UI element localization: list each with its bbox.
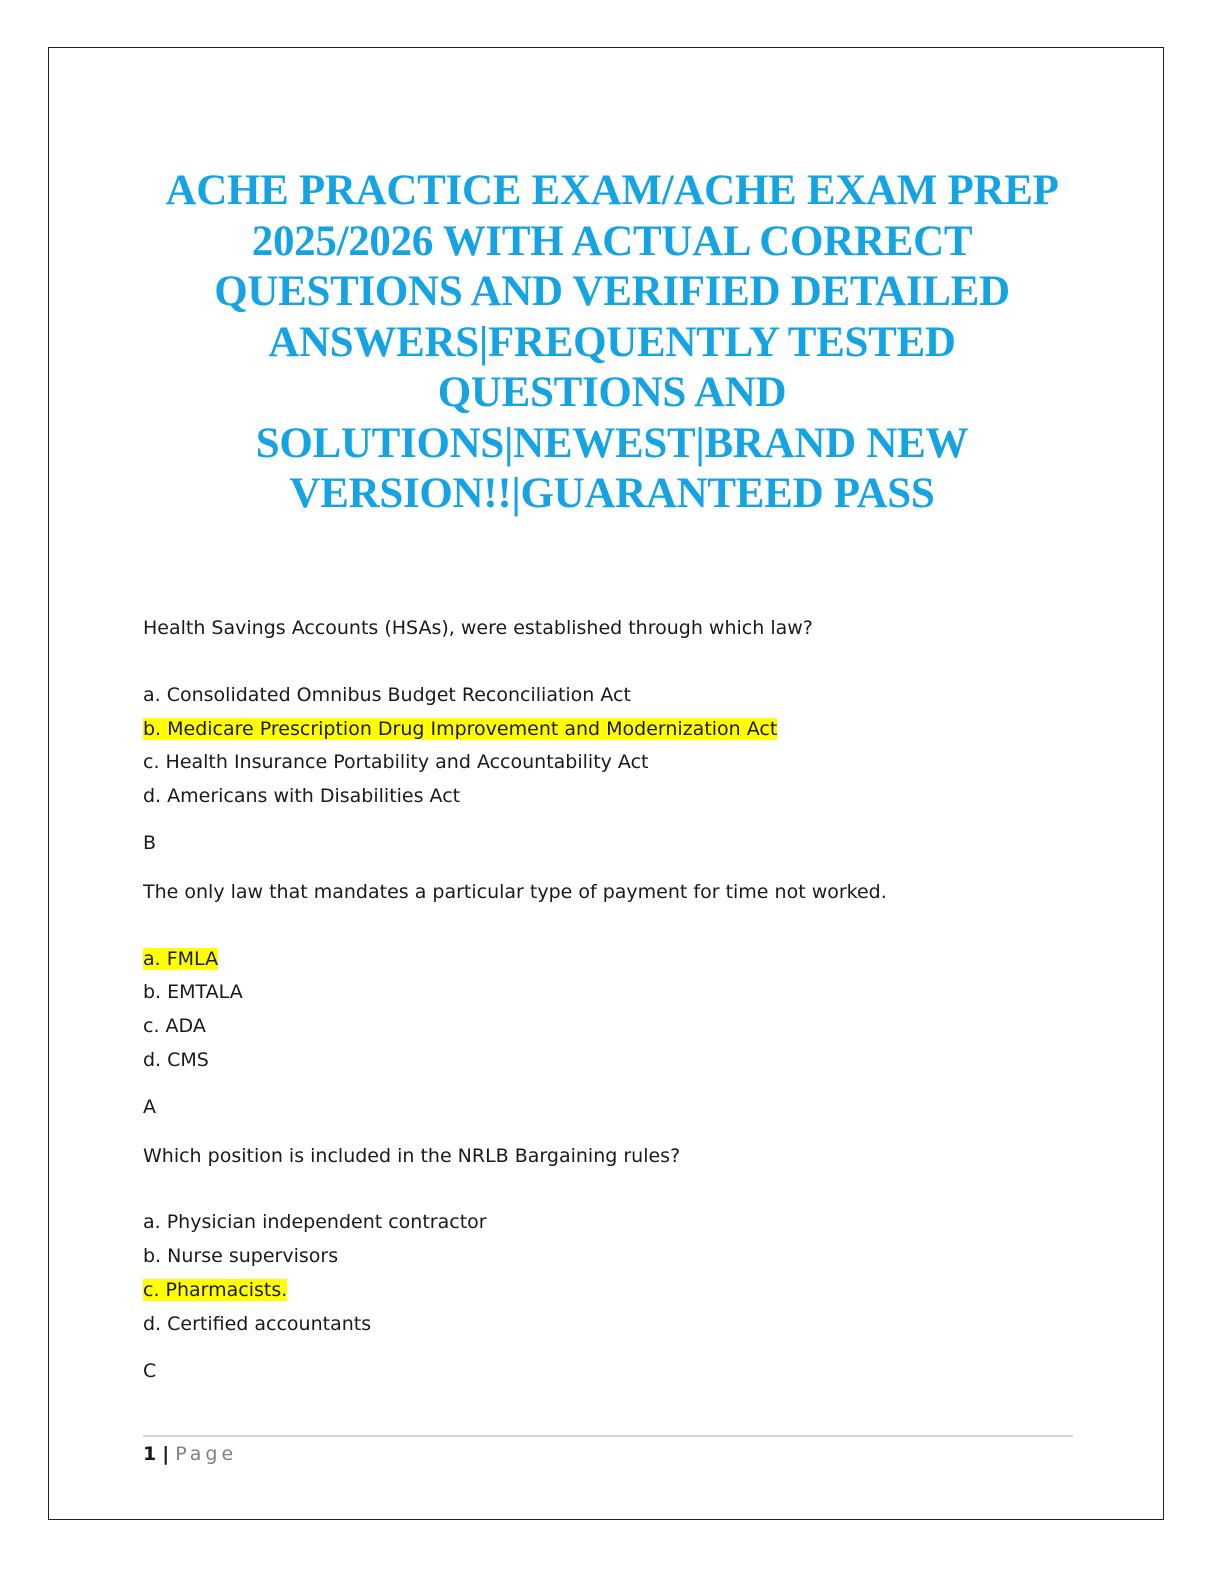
title-line: 2025/2026 WITH ACTUAL CORRECT — [251, 217, 973, 265]
option-a-highlighted — [143, 943, 1083, 977]
option-text: d. Certified accountants — [143, 1312, 372, 1335]
option-text: c. ADA — [143, 1015, 206, 1038]
question-text: Health Savings Accounts (HSAs), were established through which law? — [143, 617, 813, 639]
option-text-highlighted: c. Pharmacists. — [143, 1278, 288, 1301]
option-text: a. Consolidated Omnibus Budget Reconciliation Act — [143, 683, 631, 706]
option-c — [143, 746, 1083, 780]
option-c — [143, 1010, 1083, 1044]
answer-key: C — [143, 1359, 157, 1382]
option-text: c. Health Insurance Portability and Accountability Act — [143, 751, 649, 774]
option-text: b. EMTALA — [143, 981, 243, 1004]
options-list — [143, 943, 1083, 1078]
footer-separator: | — [162, 1443, 170, 1465]
option-text: d. Americans with Disabilities Act — [143, 785, 461, 808]
page-label: Page — [175, 1443, 238, 1465]
option-b-highlighted — [143, 713, 1083, 747]
question-text: The only law that mandates a particular type of payment for time not worked. — [143, 880, 887, 903]
option-b — [143, 1240, 1083, 1274]
question-3 — [143, 1140, 1083, 1389]
option-d — [143, 1044, 1083, 1078]
questions-section — [143, 612, 1083, 1403]
options-list — [143, 679, 1083, 814]
option-d — [143, 1308, 1083, 1342]
answer-key: B — [143, 831, 157, 854]
option-text-highlighted: b. Medicare Prescription Drug Improvement and Modernization Act — [143, 717, 778, 740]
option-b — [143, 976, 1083, 1010]
option-text-highlighted: a. FMLA — [143, 947, 219, 970]
document-title — [100, 166, 1124, 520]
options-list — [143, 1206, 1083, 1341]
question-text: Which position is included in the NRLB Bargaining rules? — [143, 1144, 681, 1167]
question-1 — [143, 612, 1083, 861]
title-line: QUESTIONS AND VERIFIED DETAILED — [214, 268, 1010, 315]
option-d — [143, 780, 1083, 814]
option-a — [143, 679, 1083, 713]
title-line: QUESTIONS AND — [437, 369, 787, 416]
title-line: ACHE PRACTICE EXAM/ACHE EXAM PREP — [165, 167, 1059, 214]
title-line: ANSWERS|FREQUENTLY TESTED — [268, 318, 956, 366]
answer-key: A — [143, 1095, 156, 1118]
title-line: VERSION!!|GUARANTEED PASS — [289, 470, 935, 517]
page-number: 1 — [143, 1443, 157, 1465]
option-text: b. Nurse supervisors — [143, 1245, 339, 1268]
option-text: a. Physician independent contractor — [143, 1211, 487, 1234]
question-2 — [143, 876, 1083, 1125]
page-footer — [143, 1440, 237, 1468]
option-c-highlighted — [143, 1274, 1083, 1308]
title-line: SOLUTIONS|NEWEST|BRAND NEW — [255, 419, 969, 467]
footer-divider — [143, 1435, 1073, 1437]
option-text: d. CMS — [143, 1048, 209, 1071]
option-a — [143, 1206, 1083, 1240]
